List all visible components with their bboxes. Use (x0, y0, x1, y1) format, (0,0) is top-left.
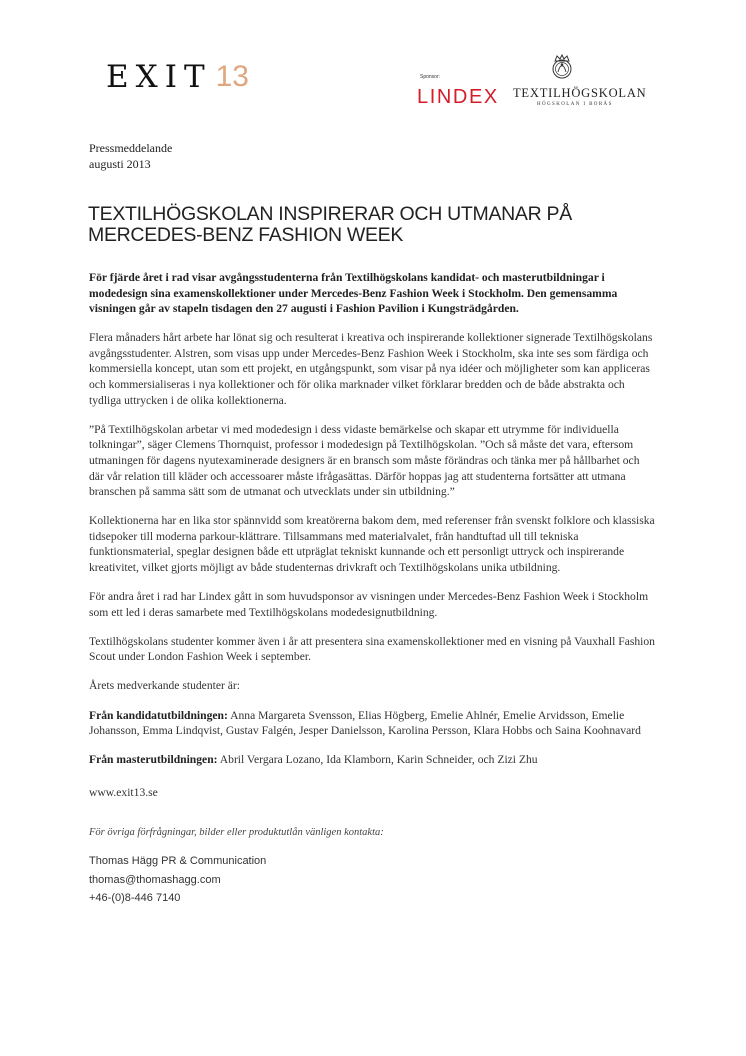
contact-email[interactable]: thomas@thomashagg.com (89, 873, 221, 886)
headline: TEXTILHÖGSKOLAN INSPIRERAR OCH UTMANAR PÅ MERCEDES-BENZ FASHION WEEK (88, 203, 572, 246)
lead-paragraph: För fjärde året i rad visar avgångsstudenterna från Textilhögskolans kandidat- och masterutbildningar i modedesign sina examenskollektioner under Mercedes-Benz Fashion Week i Stockholm. Den gemensamma visningen går av stapeln tisdagen den 27 augusti i Fashion Pavilion i Kungsträdgården. (89, 271, 618, 316)
bachelor-names: Anna Margareta Svensson, Elias Högberg, Emelie Ahlnér, Emelie Arvidsson, Emelie Johansson, Emma Lindqvist, Gustav Falgén, Jesper Danielsson, Karolina Persson, Klara Hobbs och Saina Koohnavard (89, 708, 641, 738)
contact-phone: +46-(0)8-446 7140 (89, 892, 181, 905)
exit-logo-number: 13 (215, 60, 249, 93)
body-paragraph: Textilhögskolans studenter kommer även i år att presentera sina examenskollektioner med en visning på Vauxhall Fashion Scout under London Fashion Week i september. (89, 634, 655, 664)
body-paragraph: Flera månaders hårt arbete har lönat sig och resulterat i kreativa och inspirerande kollektioner signerade Textilhögskolans avgångsstudenter. Alstren, som visas upp under Mercedes-Benz Fashion Week i Stockholm, ska inte ses som färdiga och kommersiella koncept, utan som ett projekt, en utgångspunkt, som visar på nya idéer och möjligheter som kan appliceras och kommersialiseras i nya kollektioner och för olika marknader vilket förklarar bredden och de både abstrakta och tydliga uttrycken i de olika kollektionerna. (89, 331, 653, 407)
press-release-body (89, 270, 657, 781)
exit-logo-word: EXIT (106, 59, 212, 95)
contact-block (89, 852, 266, 908)
contact-heading: För övriga förfrågningar, bilder eller produktutlån vänligen kontakta: (89, 827, 384, 838)
body-paragraph: Kollektionerna har en lika stor spännvidd som kreatörerna bakom dem, med referenser från svenskt folklore och klassiska tidsepoker till moderna parkour-klättrare. Tillsammans med materialvalet, från handtuftad ull till tekniska funktionsmaterial, speglar designen både ett utpräglat tekniskt kunnande och ett personligt uttryck och inspirerande kreativitet, vilket gjorts möjligt av både studenternas drivkraft och Textilhögskolans unika utbildning. (89, 514, 655, 574)
contact-name: Thomas Hägg PR & Communication (89, 855, 267, 867)
sponsor-label: Sponsor: (420, 74, 441, 80)
master-names: Abril Vergara Lozano, Ida Klamborn, Karin Schneider, och Zizi Zhu (217, 753, 538, 767)
lindex-logo: LINDEX (417, 86, 499, 108)
textilhogskolan-crest-icon (547, 52, 577, 82)
bachelor-students (89, 708, 657, 739)
master-students (89, 752, 657, 768)
body-paragraph: Årets medverkande studenter är: (89, 679, 240, 693)
exit13-logo (106, 59, 249, 95)
document-meta (89, 140, 172, 172)
document-type: Pressmeddelande (89, 141, 173, 155)
website-link[interactable]: www.exit13.se (89, 786, 158, 799)
textilhogskolan-logo-text: TEXTILHÖGSKOLAN (513, 86, 647, 100)
body-paragraph: För andra året i rad har Lindex gått in som huvudsponsor av visningen under Mercedes-Benz Fashion Week i Stockholm som ett led i deras samarbete med Textilhögskolans modedesignutbildning. (89, 590, 649, 619)
textilhogskolan-logo-subtext: HÖGSKOLAN I BORÅS (537, 102, 613, 107)
document-date: augusti 2013 (89, 157, 151, 171)
body-paragraph: ”På Textilhögskolan arbetar vi med modedesign i dess vidaste bemärkelse och skapar ett utrymme för individuella tolkningar”, säger Clemens Thornquist, professor i modedesign på Textilhögskolan. ”Och så måste det vara, eftersom utmaningen för dagens nyutexaminerade designers är en bransch som måste förändras och tänka mer på hållbarhet och där vår relation till kläder och accessoarer måste ifrågasättas. Därför hoppas jag att studenterna fortsätter att utmana branschen på samma sätt som de utmanat och utvecklats under sin utbildning.” (89, 422, 640, 499)
master-label: Från masterutbildningen: (89, 753, 218, 767)
bachelor-label: Från kandidatutbildningen: (89, 708, 228, 722)
